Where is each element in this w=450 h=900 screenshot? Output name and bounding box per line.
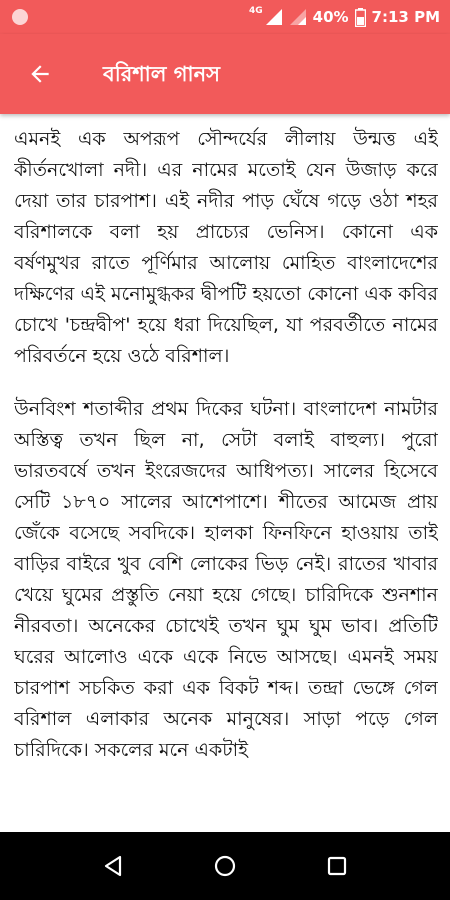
- triangle-back-icon: [103, 855, 123, 877]
- signal-icon-secondary: [289, 8, 307, 26]
- nav-home-button[interactable]: [209, 850, 241, 882]
- arrow-left-icon: [27, 61, 53, 87]
- back-button[interactable]: [22, 56, 58, 92]
- status-bar: [0, 0, 450, 34]
- square-recents-icon: [327, 856, 347, 876]
- app-bar: [0, 34, 450, 114]
- article-content[interactable]: [14, 124, 438, 832]
- notification-icon: [12, 9, 28, 25]
- page-title: বরিশাল গানস: [103, 62, 220, 86]
- network-type: 4G: [248, 6, 263, 16]
- signal-icon: [265, 8, 283, 26]
- clock: 7:13 PM: [371, 8, 440, 26]
- nav-back-button[interactable]: [97, 850, 129, 882]
- circle-home-icon: [214, 855, 236, 877]
- article-paragraph-2: উনবিংশ শতাব্দীর প্রথম দিকের ঘটনা। বাংলাদেশ নামটার অস্তিত্ব তখন ছিল না, সেটা বলাই বাহুল্য। পুরো ভারতবর্ষে তখন ইংরেজদের আধিপত্য। সালের হিসেবে সেটি ১৮৭০ সালের আশেপাশে। শীতের আমেজ প্রায় জেঁকে বসেছে সবদিকে। হালকা ফিনফিনে হাওয়ায় তাই বাড়ির বাইরে খুব বেশি লোকের ভিড় নেই। রাতের খাবার খেয়ে ঘুমের প্রস্তুতি নেয়া হয়ে গেছে। চারিদিকে শুনশান নীরবতা। অনেকের চোখেই তখন ঘুম ঘুম ভাব। প্রতিটি ঘরের আলোও একে একে নিভে আসছে। এমনই সময় চারপাশ সচকিত করা এক বিকট শব্দ। তন্দ্রা ভেঙ্গে গেল বরিশাল এলাকার অনেক মানুষের। সাড়া পড়ে গেল চারিদিকে। সকলের মনে একটাই: [14, 398, 438, 761]
- battery-icon: [355, 8, 366, 27]
- status-icons: [249, 0, 440, 34]
- article-paragraph-1: এমনই এক অপরূপ সৌন্দর্যের লীলায় উন্মত্ত এই কীর্তনখোলা নদী। এর নামের মতোই যেন উজাড় করে দেয়া তার চারপাশ। এই নদীর পাড় ঘেঁষে গড়ে ওঠা শহর বরিশালকে বলা হয় প্রাচ্যের ভেনিস। কোনো এক বর্ষণমুখর রাতে পূর্ণিমার আলোয় মোহিত বাংলাদেশের দক্ষিণের এই মনোমুগ্ধকর দ্বীপটি হয়তো কোনো এক কবির চোখে 'চন্দ্রদ্বীপ' হয়ে ধরা দিয়েছিল, যা পরবর্তীতে নামের পরিবর্তনে হয়ে ওঠে বরিশাল।: [14, 128, 438, 367]
- battery-percent: 40%: [312, 8, 349, 26]
- nav-recents-button[interactable]: [321, 850, 353, 882]
- system-nav-bar: [0, 832, 450, 900]
